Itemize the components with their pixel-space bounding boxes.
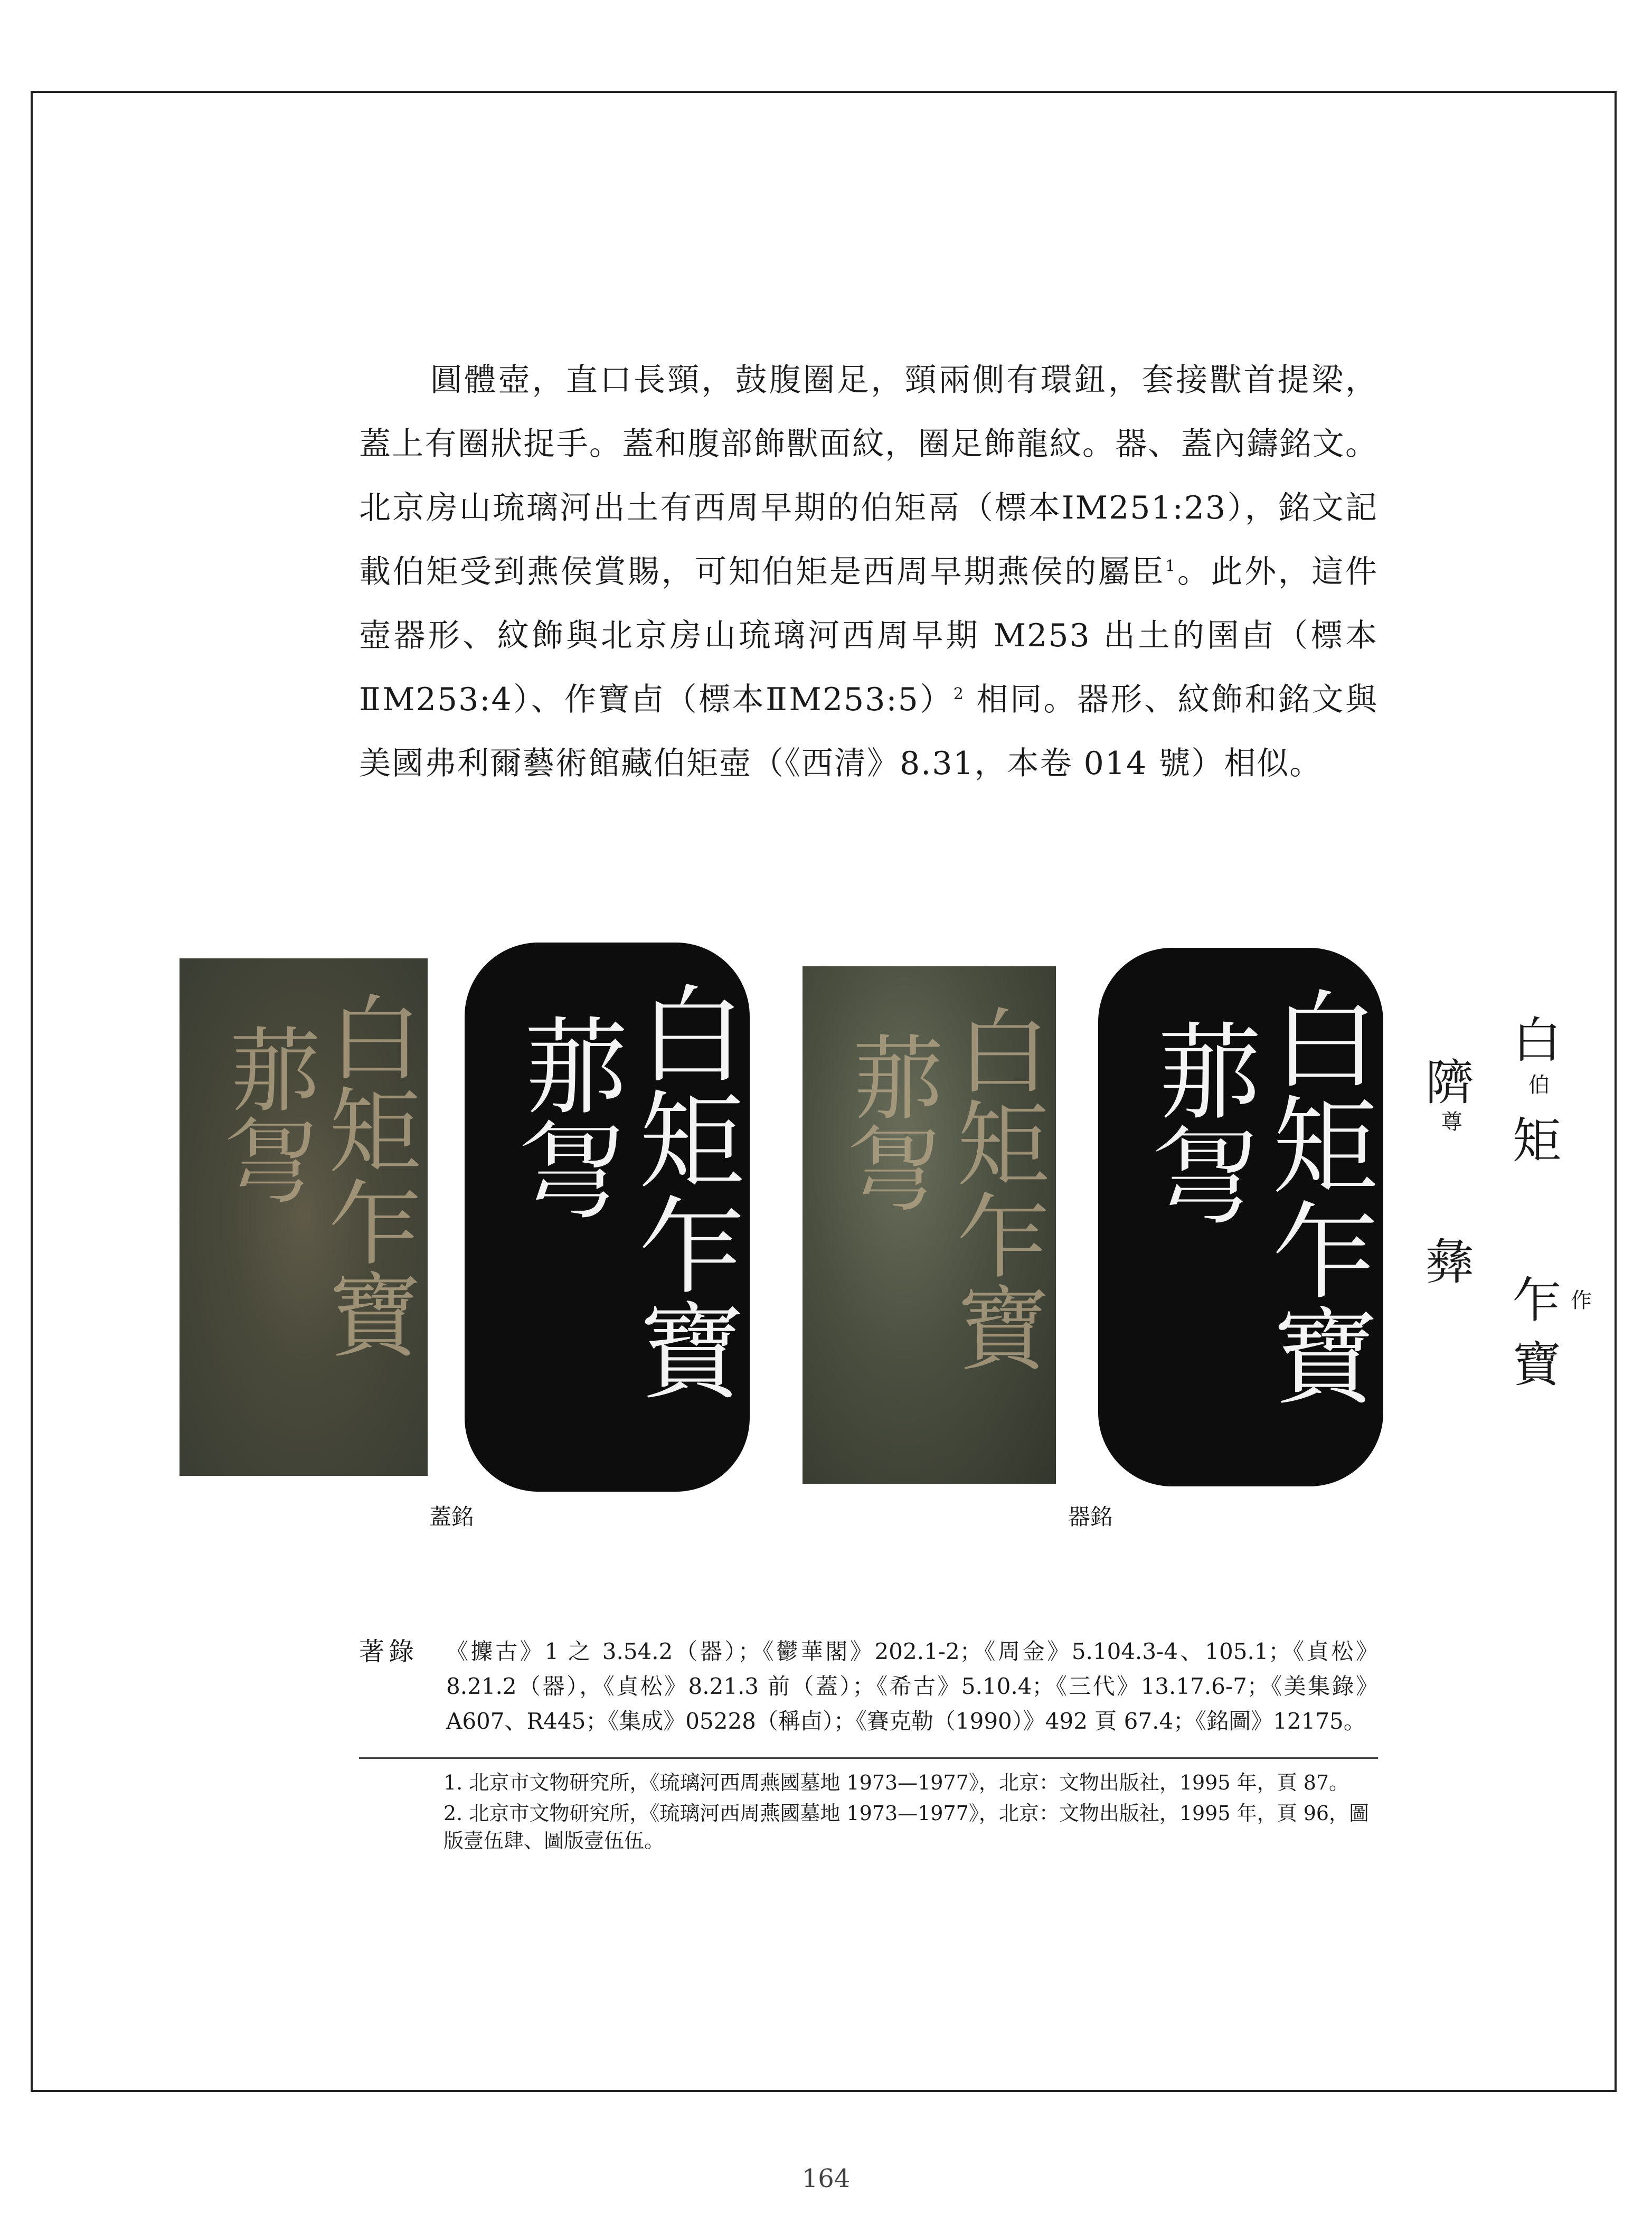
rubbing-glyphs-right: 白矩乍寶 [621,979,744,1402]
paragraph-part-1: 圓體壺，直口長頸，鼓腹圈足，頸兩側有環鈕，套接獸首提梁，蓋上有圈狀捉手。蓋和腹部飾獸面紋，圈足飾龍紋。器、蓋內鑄銘文。北京房山琉璃河出土有西周早期的伯矩鬲（標本IM251:23），銘文記載伯矩受到燕侯賞賜，可知伯矩是西周早期燕侯的屬臣 [359,362,1378,590]
divider [359,1757,1378,1759]
transcription-char: 白 [1513,1012,1562,1069]
vessel-inscription-photo [803,966,1056,1484]
paragraph-part-3: 相同。器形、紋飾和銘文與美國弗利爾藝術館藏伯矩壺（《西清》8.31，本卷 014 號）相似。 [359,681,1378,782]
transcription-char: 伯 [1528,1073,1550,1097]
lid-inscription-rubbing [465,943,750,1492]
footnote-2: 2. 北京市文物研究所，《琉璃河西周燕國墓地 1973—1977》，北京：文物出版社，1995 年，頁 96，圖版壹伍肆、圖版壹伍伍。 [443,1802,1370,1852]
transcription-column-2 [1426,1054,1475,1291]
references-block [359,1634,1378,1739]
footnotes [443,1769,1378,1858]
description-text [359,348,1378,796]
transcription-char: 乍 作 [1513,1272,1592,1329]
photo-glyphs-left: 𦰡𢏔 [213,1022,320,1207]
footnote-ref-2[interactable]: 2 [953,685,965,703]
references-text: 《攈古》1 之 3.54.2（器）；《鬱華閣》202.1-2；《周金》5.104.3-4、105.1；《貞松》8.21.2（器），《貞松》8.21.3 前（蓋）；《希古》5.10.4；《三代》13.17.6-7；《美集錄》A607、R445；《集成》05228（稱卣）；《賽克勒（1990）》492 頁 67.4；《銘圖》12175。 [446,1638,1378,1734]
transcription-char: 尊 [1441,1110,1462,1134]
photo-glyphs-right: 白矩乍寶 [314,990,421,1360]
rubbing-glyphs-left: 𦰡𢏔 [1139,1016,1262,1228]
transcription-char: 隮 [1426,1054,1475,1111]
rubbing-glyphs-left: 𦰡𢏔 [505,1011,628,1222]
transcription-char: 寶 [1513,1336,1562,1393]
lid-caption: 蓋銘 [429,1504,474,1530]
footnote-1: 1. 北京市文物研究所，《琉璃河西周燕國墓地 1973—1977》，北京：文物出版社，1995 年，頁 87。 [443,1771,1349,1794]
lid-inscription-photo [180,958,428,1476]
photo-glyphs-left: 𦰡𢏔 [836,1030,943,1214]
references-label: 著錄 [359,1637,419,1666]
transcription-column-1 [1513,1012,1592,1393]
description-paragraph [359,348,1378,796]
page-number: 164 [801,2164,851,2193]
footnote-ref-1[interactable]: 1 [1165,557,1177,576]
vessel-inscription-rubbing [1098,948,1383,1486]
transcription-char: 彝 [1426,1234,1475,1291]
photo-glyphs-right: 白矩乍寶 [942,1003,1049,1373]
rubbing-glyphs-right: 白矩乍寶 [1255,985,1378,1407]
paragraph-part-2: 。此外，這件壺器形、紋飾與北京房山琉璃河西周早期 M253 出土的圉卣（標本ⅡM253:4）、作寶卣（標本ⅡM253:5） [359,553,1378,718]
transcription-char: 矩 [1513,1113,1562,1169]
vessel-caption: 器銘 [1068,1504,1112,1530]
